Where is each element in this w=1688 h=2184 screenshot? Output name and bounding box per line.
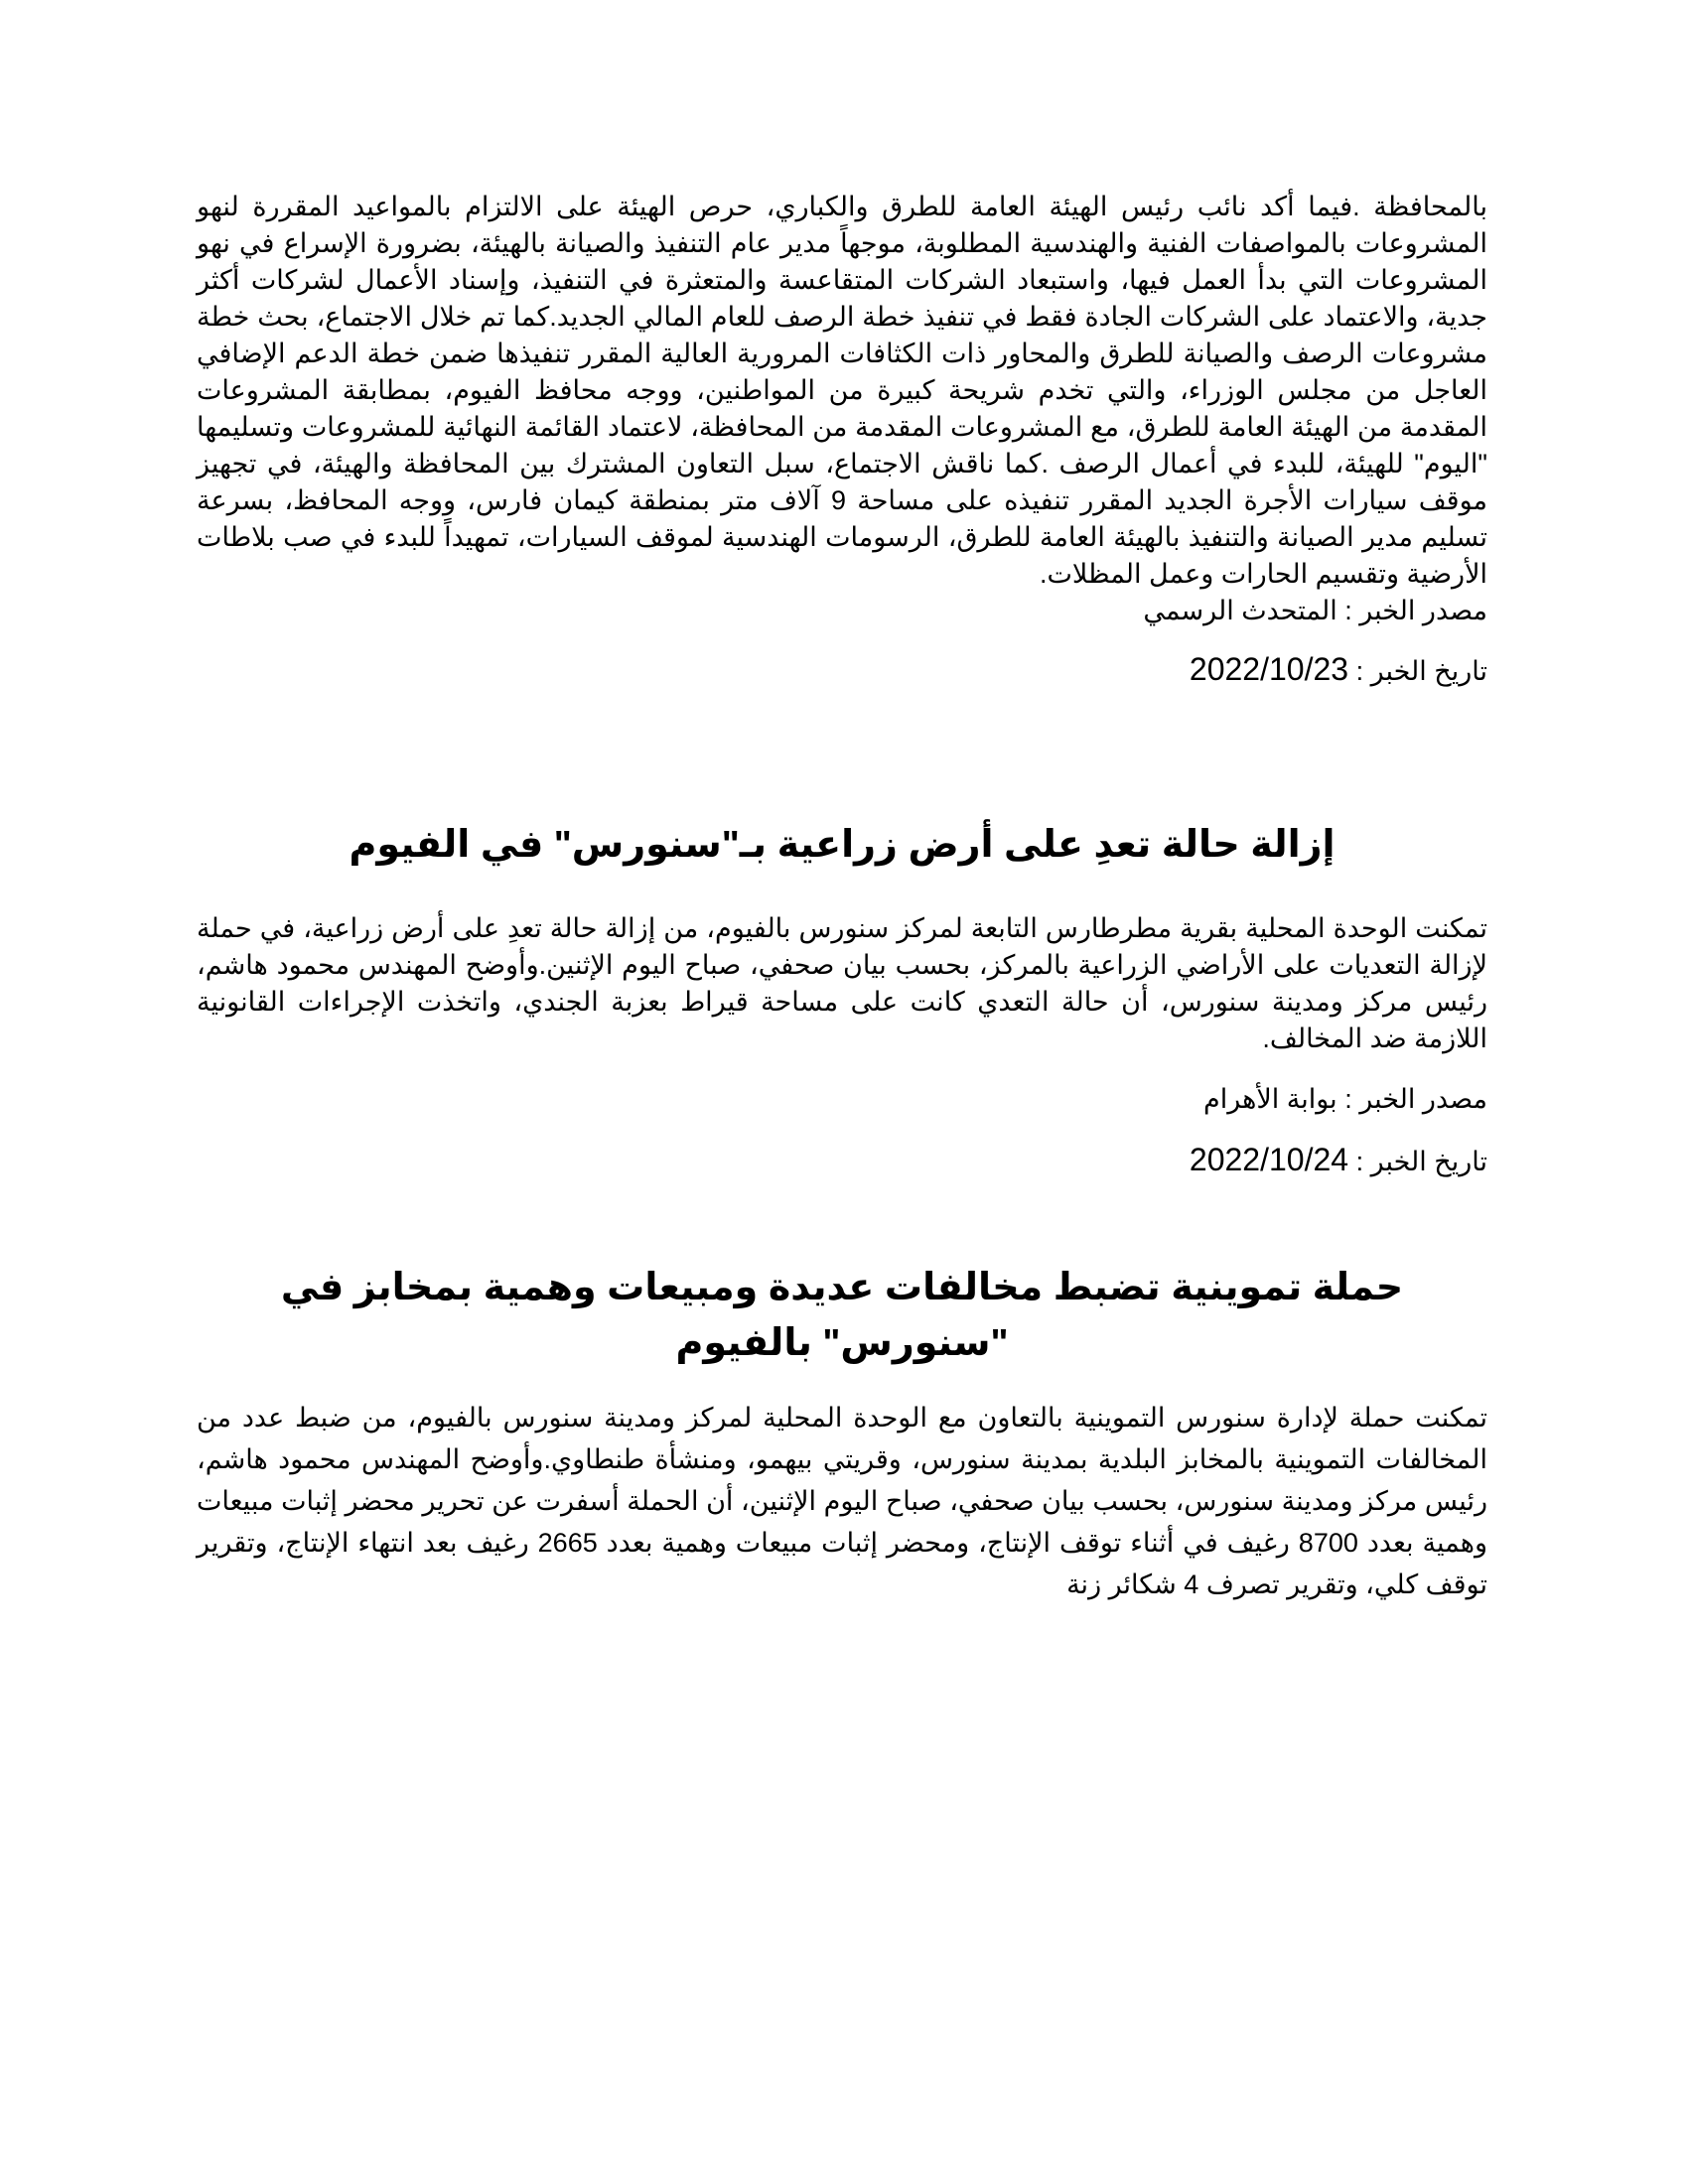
article-1-source xyxy=(197,593,1487,629)
article-1-body: بالمحافظة .فيما أكد نائب رئيس الهيئة العامة للطرق والكباري، حرص الهيئة على الالتزام بالمواعيد المقررة لنهو المشروعات بالمواصفات الفنية والهندسية المطلوبة، موجهاً مدير عام التنفيذ والصيانة بالهيئة، بضرورة الإسراع في نهو المشروعات التي بدأ العمل فيها، واستبعاد الشركات المتقاعسة والمتعثرة في التنفيذ، وإسناد الأعمال لشركات أكثر جدية، والاعتماد على الشركات الجادة فقط في تنفيذ خطة الرصف للعام المالي الجديد.كما تم خلال الاجتماع، بحث خطة مشروعات الرصف والصيانة للطرق والمحاور ذات الكثافات المرورية العالية المقرر تنفيذها ضمن خطة الدعم الإضافي العاجل من مجلس الوزراء، والتي تخدم شريحة كبيرة من المواطنين، ووجه محافظ الفيوم، بمطابقة المشروعات المقدمة من الهيئة العامة للطرق، مع المشروعات المقدمة من المحافظة، لاعتماد القائمة النهائية للمشروعات وتسليمها "اليوم" للهيئة، للبدء في أعمال الرصف .كما ناقش الاجتماع، سبل التعاون المشترك بين المحافظة والهيئة، في تجهيز موقف سيارات الأجرة الجديد المقرر تنفيذه على مساحة 9 آلاف متر بمنطقة كيمان فارس، ووجه المحافظ، بسرعة تسليم مدير الصيانة والتنفيذ بالهيئة العامة للطرق، الرسومات الهندسية لموقف السيارات، تمهيداً للبدء في صب بلاطات الأرضية وتقسيم الحارات وعمل المظلات. xyxy=(197,192,1487,589)
article-3-body: تمكنت حملة لإدارة سنورس التموينية بالتعاون مع الوحدة المحلية لمركز ومدينة سنورس بالفيوم، من ضبط عدد من المخالفات التموينية بالمخابز البلدية بمدينة سنورس، وقريتي بيهمو، ومنشأة طنطاوي.وأوضح المهندس محمود هاشم، رئيس مركز ومدينة سنورس، بحسب بيان صحفي، صباح اليوم الإثنين، أن الحملة أسفرت عن تحرير محضر إثبات مبيعات وهمية بعدد 8700 رغيف في أثناء توقف الإنتاج، ومحضر إثبات مبيعات وهمية بعدد 2665 رغيف بعد انتهاء الإنتاج، وتقرير توقف كلي، وتقرير تصرف 4 شكائر زنة xyxy=(197,1403,1487,1599)
source-value: بوابة الأهرام xyxy=(1202,1084,1337,1114)
source-value: المتحدث الرسمي xyxy=(1143,596,1337,625)
source-label: مصدر الخبر : xyxy=(1336,596,1487,625)
article-2 xyxy=(197,817,1487,1180)
document-page xyxy=(197,189,1487,2134)
article-2-body: تمكنت الوحدة المحلية بقرية مطرطارس التابعة لمركز سنورس بالفيوم، من إزالة حالة تعدِ على أرض زراعية، في حملة لإزالة التعديات على الأراضي الزراعية بالمركز، بحسب بيان صحفي، صباح اليوم الإثنين.وأوضح المهندس محمود هاشم، رئيس مركز ومدينة سنورس، أن حالة التعدي كانت على مساحة قيراط بعزبة الجندي، واتخذت الإجراءات القانونية اللازمة ضد المخالف. xyxy=(197,913,1487,1053)
article-3-title: حملة تموينية تضبط مخالفات عديدة ومبيعات وهمية بمخابز في "سنورس" بالفيوم xyxy=(280,1267,1404,1364)
article-1 xyxy=(197,189,1487,690)
article-1-date xyxy=(197,651,1487,690)
date-label: تاريخ الخبر : xyxy=(1348,656,1487,686)
article-3 xyxy=(197,1260,1487,1605)
article-2-date xyxy=(197,1142,1487,1180)
article-2-title: إزالة حالة تعدِ على أرض زراعية بـ"سنورس" في الفيوم xyxy=(349,824,1336,866)
date-value: 2022/10/24 xyxy=(1189,1142,1349,1177)
article-2-source xyxy=(197,1081,1487,1118)
date-value: 2022/10/23 xyxy=(1189,651,1349,687)
source-label: مصدر الخبر : xyxy=(1336,1084,1487,1114)
date-label: تاريخ الخبر : xyxy=(1348,1147,1487,1176)
